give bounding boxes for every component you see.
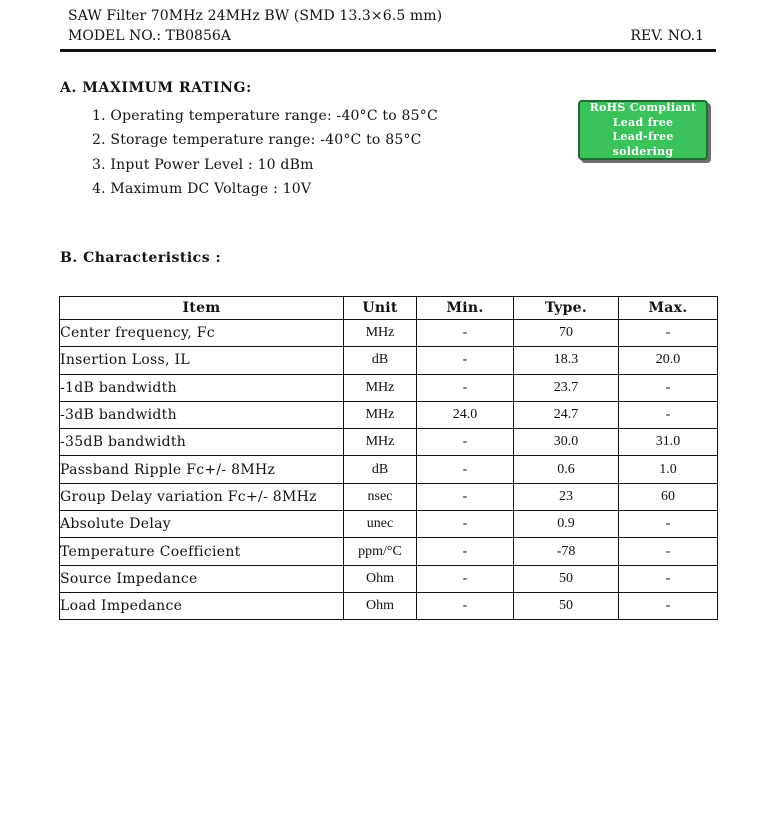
cell-max: - xyxy=(619,320,718,347)
cell-min: - xyxy=(417,429,514,456)
cell-typ: 30.0 xyxy=(514,429,619,456)
cell-max: 60 xyxy=(619,483,718,510)
table-row xyxy=(60,565,718,592)
cell-unit: Ohm xyxy=(344,565,417,592)
cell-item: -35dB bandwidth xyxy=(60,429,344,456)
cell-max: - xyxy=(619,374,718,401)
rohs-badge-line: Lead free xyxy=(612,115,674,129)
cell-max: - xyxy=(619,538,718,565)
table-row xyxy=(60,347,718,374)
cell-item: Passband Ripple Fc+/- 8MHz xyxy=(60,456,344,483)
revision-number: REV. NO.1 xyxy=(630,28,704,44)
cell-unit: dB xyxy=(344,456,417,483)
table-header-row xyxy=(60,297,718,320)
section-b-title: B. Characteristics : xyxy=(60,250,222,266)
cell-item: Source Impedance xyxy=(60,565,344,592)
cell-max: 20.0 xyxy=(619,347,718,374)
cell-min: - xyxy=(417,483,514,510)
cell-item: -3dB bandwidth xyxy=(60,401,344,428)
cell-unit: dB xyxy=(344,347,417,374)
section-a-title: A. MAXIMUM RATING: xyxy=(60,80,252,96)
cell-typ: 24.7 xyxy=(514,401,619,428)
document-header xyxy=(68,6,716,46)
rohs-badge xyxy=(578,100,708,160)
table-row xyxy=(60,456,718,483)
cell-min: - xyxy=(417,456,514,483)
rating-item: 4. Maximum DC Voltage : 10V xyxy=(92,180,312,197)
cell-min: - xyxy=(417,320,514,347)
cell-typ: 23.7 xyxy=(514,374,619,401)
model-number: MODEL NO.: TB0856A xyxy=(68,28,231,44)
cell-min: - xyxy=(417,538,514,565)
cell-typ: 50 xyxy=(514,592,619,619)
column-header-unit: Unit xyxy=(344,297,417,320)
rating-item: 1. Operating temperature range: -40°C to 85°C xyxy=(92,108,438,124)
table-row xyxy=(60,320,718,347)
rating-item: 3. Input Power Level : 10 dBm xyxy=(92,156,314,173)
header-divider xyxy=(60,49,716,52)
document-title: SAW Filter 70MHz 24MHz BW (SMD 13.3×6.5 mm) xyxy=(68,8,443,24)
cell-max: - xyxy=(619,592,718,619)
table-row xyxy=(60,429,718,456)
rating-item: 2. Storage temperature range: -40°C to 85°C xyxy=(92,132,422,149)
cell-item: Load Impedance xyxy=(60,592,344,619)
cell-typ: 50 xyxy=(514,565,619,592)
rohs-badge-line: RoHS Compliant xyxy=(589,101,697,114)
cell-item: Insertion Loss, IL xyxy=(60,347,344,374)
cell-unit: ppm/°C xyxy=(344,538,417,565)
maximum-rating-list xyxy=(92,104,438,201)
table-row xyxy=(60,538,718,565)
characteristics-table xyxy=(59,296,718,620)
table-row xyxy=(60,401,718,428)
model-rev-line xyxy=(68,26,716,46)
cell-unit: unec xyxy=(344,511,417,538)
cell-min: 24.0 xyxy=(417,401,514,428)
cell-typ: 0.9 xyxy=(514,511,619,538)
cell-unit: MHz xyxy=(344,429,417,456)
cell-unit: MHz xyxy=(344,320,417,347)
column-header-item: Item xyxy=(60,297,344,320)
table-row xyxy=(60,511,718,538)
cell-max: 31.0 xyxy=(619,429,718,456)
cell-max: - xyxy=(619,511,718,538)
cell-unit: MHz xyxy=(344,401,417,428)
column-header-max: Max. xyxy=(619,297,718,320)
cell-min: - xyxy=(417,592,514,619)
table-row xyxy=(60,592,718,619)
cell-min: - xyxy=(417,511,514,538)
cell-typ: 23 xyxy=(514,483,619,510)
cell-typ: 18.3 xyxy=(514,347,619,374)
table-row xyxy=(60,374,718,401)
cell-item: Absolute Delay xyxy=(60,511,344,538)
cell-max: 1.0 xyxy=(619,456,718,483)
rohs-badge-line: Lead-free soldering xyxy=(612,130,674,158)
cell-max: - xyxy=(619,401,718,428)
cell-item: -1dB bandwidth xyxy=(60,374,344,401)
cell-item: Center frequency, Fc xyxy=(60,320,344,347)
column-header-min: Min. xyxy=(417,297,514,320)
cell-typ: 70 xyxy=(514,320,619,347)
cell-item: Group Delay variation Fc+/- 8MHz xyxy=(60,483,344,510)
table-row xyxy=(60,483,718,510)
cell-item: Temperature Coefficient xyxy=(60,538,344,565)
cell-typ: 0.6 xyxy=(514,456,619,483)
cell-unit: MHz xyxy=(344,374,417,401)
cell-unit: nsec xyxy=(344,483,417,510)
column-header-typ: Type. xyxy=(514,297,619,320)
cell-typ: -78 xyxy=(514,538,619,565)
cell-unit: Ohm xyxy=(344,592,417,619)
cell-min: - xyxy=(417,347,514,374)
cell-min: - xyxy=(417,374,514,401)
cell-min: - xyxy=(417,565,514,592)
cell-max: - xyxy=(619,565,718,592)
